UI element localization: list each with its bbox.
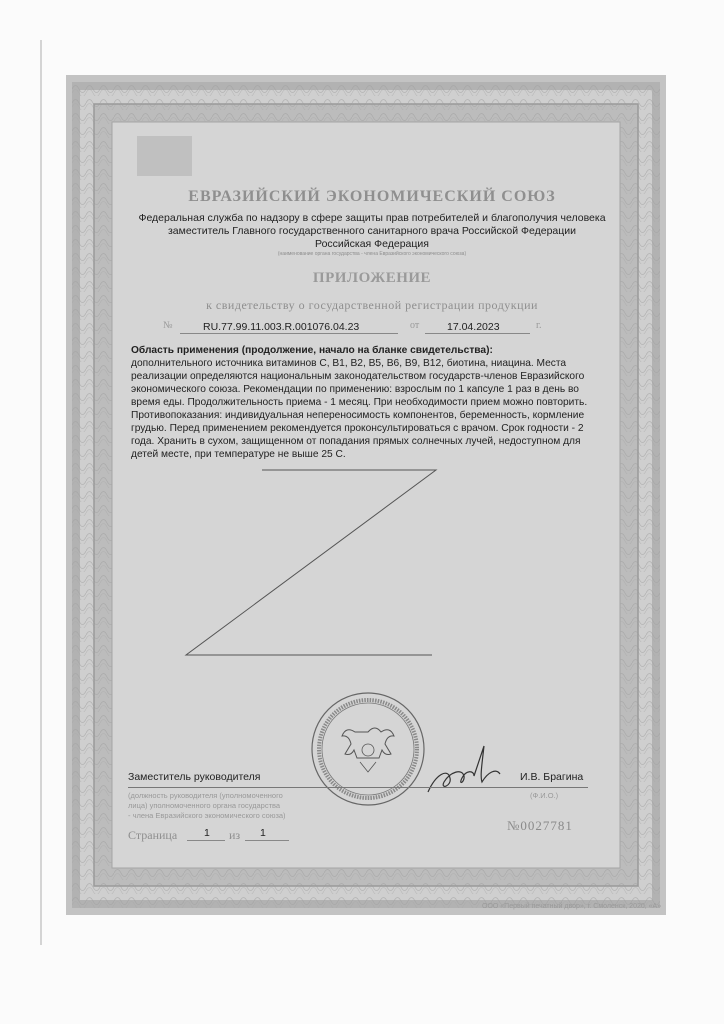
authority-line-1: Федеральная служба по надзору в сфере защиты прав потребителей и благополучия человека <box>138 212 606 224</box>
total-underline <box>245 840 289 841</box>
registration-number: RU.77.99.11.003.R.001076.04.23 <box>203 321 360 333</box>
annex-subtitle: к свидетельству о государственной регистрации продукции <box>206 298 538 312</box>
serial-number: №0027781 <box>507 818 573 833</box>
scope-line: реализации определяются национальным законодательством государств-членов Евразийского <box>131 371 585 382</box>
authority-caption: (наименование органа государства - члена Евразийского экономического союза) <box>277 251 467 257</box>
position-caption <box>128 791 286 821</box>
scope-line: грудью. Перед применением рекомендуется проконсультироваться с врачом. Срок годности - 2 <box>131 423 584 434</box>
signature-line <box>128 787 588 788</box>
total-pages: 1 <box>260 827 266 839</box>
registration-date: 17.04.2023 <box>447 321 500 333</box>
union-title: ЕВРАЗИЙСКИЙ ЭКОНОМИЧЕСКИЙ СОЮЗ <box>188 188 556 205</box>
authority-line-2: заместитель Главного государственного санитарного врача Российской Федерации <box>167 225 577 237</box>
of-label: из <box>229 828 241 842</box>
scope-line: дополнительного источника витаминов С, В1, В2, В5, В6, В9, В12, биотина, ниацина. Места <box>131 358 567 369</box>
scope-line: экономического союза. Рекомендации по применению: взрослым по 1 капсуле 1 раз в день во <box>131 384 579 395</box>
scope-line: Противопоказания: индивидуальная непереносимость компонентов, беременность, кормление <box>131 410 585 421</box>
signatory-position: Заместитель руководителя <box>128 771 261 783</box>
scope-heading: Область применения (продолжение, начало на бланке свидетельства): <box>131 345 493 356</box>
scope-line: детей месте, при температуре не выше 25 С. <box>131 449 346 460</box>
page-underline <box>187 840 225 841</box>
scope-line: время еды. Продолжительность приема - 1 месяц. При необходимости прием можно повторить. <box>131 397 588 408</box>
authority-line-3: Российская Федерация <box>315 238 429 250</box>
name-caption: (Ф.И.О.) <box>530 791 559 800</box>
caption-line: (должность руководителя (уполномоченного <box>128 791 283 800</box>
page-label: Страница <box>128 828 178 842</box>
number-label: № <box>163 320 173 331</box>
printer-imprint: ООО «Первый печатный двор», г. Смоленск, 2020, «А» <box>482 903 662 910</box>
page-number: 1 <box>204 827 210 839</box>
caption-line: - члена Евразийского экономического союза) <box>128 811 286 820</box>
caption-line: лица) уполномоченного органа государства <box>128 801 281 810</box>
date-suffix: г. <box>536 320 542 331</box>
signatory-name: И.В. Брагина <box>520 771 584 783</box>
scope-line: года. Хранить в сухом, защищенном от попадания прямых солнечных лучей, недоступном для <box>131 436 581 447</box>
annex-title: ПРИЛОЖЕНИЕ <box>312 270 432 286</box>
date-label: от <box>410 320 420 331</box>
